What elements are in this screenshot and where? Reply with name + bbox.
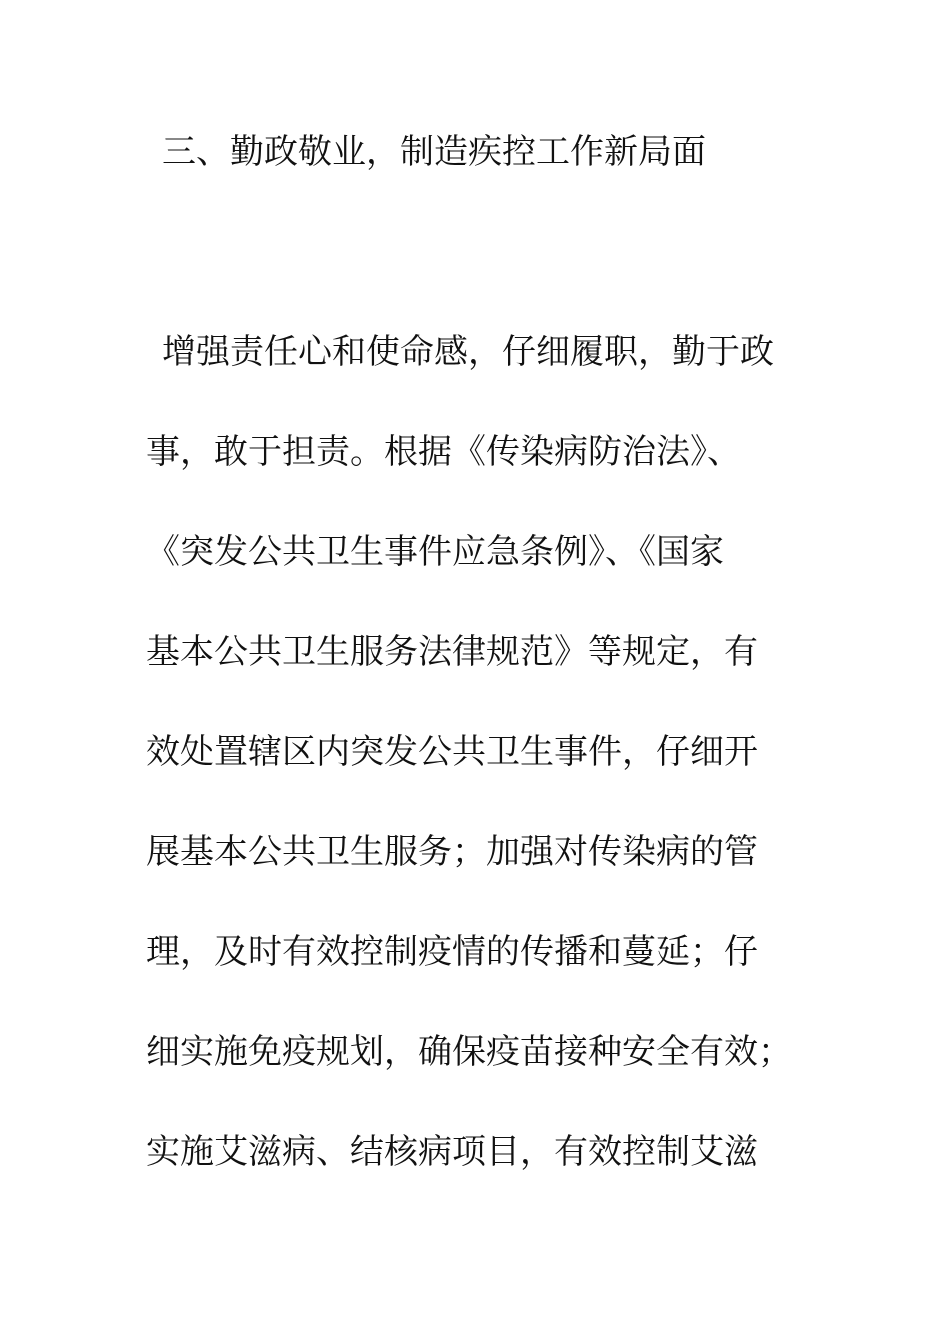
- paragraph-line: 事，敢于担责。根据《传染病防治法》、: [146, 432, 741, 472]
- paragraph-line: 细实施免疫规划，确保疫苗接种安全有效；: [146, 1032, 792, 1072]
- section-heading: 三、勤政敬业，制造疾控工作新局面: [162, 132, 706, 172]
- paragraph-line: 基本公共卫生服务法律规范》等规定，有: [146, 632, 758, 672]
- paragraph-line: 效处置辖区内突发公共卫生事件，仔细开: [146, 732, 758, 772]
- paragraph-line: 增强责任心和使命感，仔细履职，勤于政: [162, 332, 774, 372]
- paragraph-line: 理，及时有效控制疫情的传播和蔓延；仔: [146, 932, 758, 972]
- paragraph-line: 实施艾滋病、结核病项目，有效控制艾滋: [146, 1132, 758, 1172]
- paragraph-line: 《突发公共卫生事件应急条例》、《国家: [146, 532, 724, 572]
- paragraph-line: 展基本公共卫生服务；加强对传染病的管: [146, 832, 758, 872]
